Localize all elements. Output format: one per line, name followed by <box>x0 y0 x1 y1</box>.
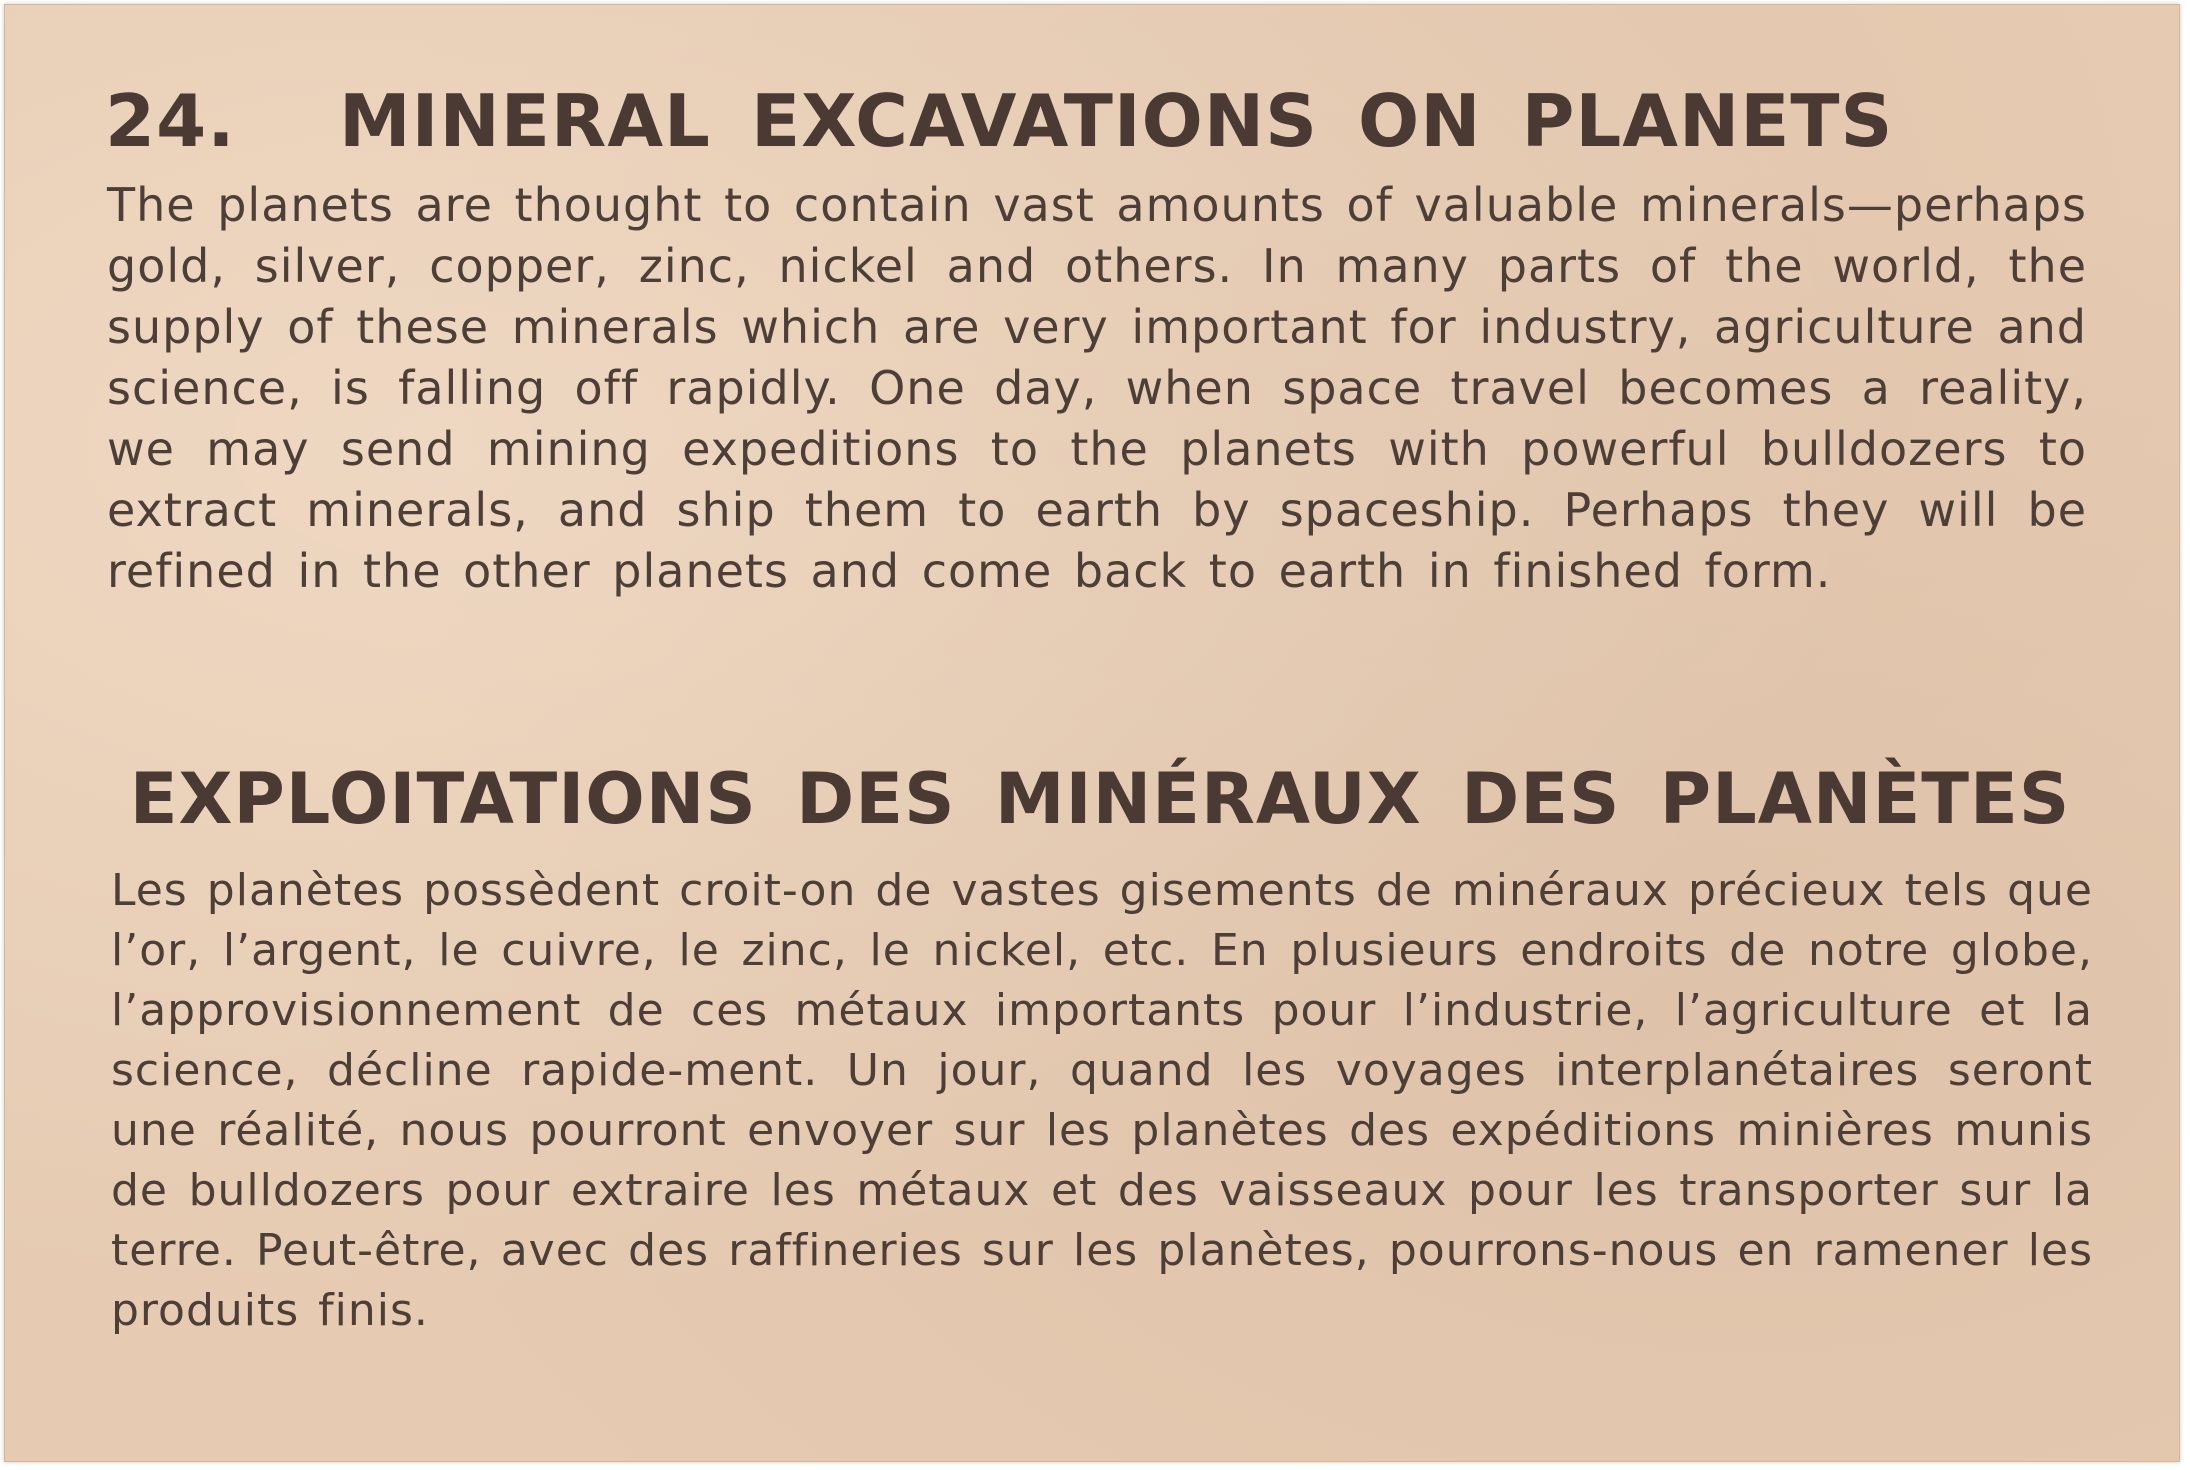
french-title: EXPLOITATIONS DES MINÉRAUX DES PLANÈTES <box>129 758 2071 840</box>
english-title <box>105 73 1894 169</box>
french-body: Les planètes possèdent croit-on de vastes gisements de minéraux précieux tels que l’or, l’argent, le cuivre, le zinc, le nickel, etc. En plusieurs endroits de notre globe, l’approvisionnement de ces métaux importants pour l’industrie, l’agriculture et la science, décline rapide-ment. Un jour, quand les voyages interplanétaires seront une réalité, nous pourront envoyer sur les planètes des expéditions minières munis de bulldozers pour extraire les métaux et des vaisseaux pour les transporter sur la terre. Peut-être, avec des raffineries sur les planètes, pourrons-nous en ramener les produits finis. <box>111 865 2093 1336</box>
english-title-text: MINERAL EXCAVATIONS ON PLANETS <box>339 79 1894 163</box>
english-body: The planets are thought to contain vast amounts of valuable minerals—perhaps gold, silver, copper, zinc, nickel and others. In many parts of the world, the supply of these minerals which are very important for industry, agriculture and science, is falling off rapidly. One day, when space travel becomes a reality, we may send mining expeditions to the planets with powerful bulldozers to extract minerals, and ship them to earth by spaceship. Perhaps they will be refined in the other planets and come back to earth in finished form. <box>107 178 2087 598</box>
card-number: 24. <box>105 79 236 163</box>
trading-card-back <box>4 4 2180 1462</box>
